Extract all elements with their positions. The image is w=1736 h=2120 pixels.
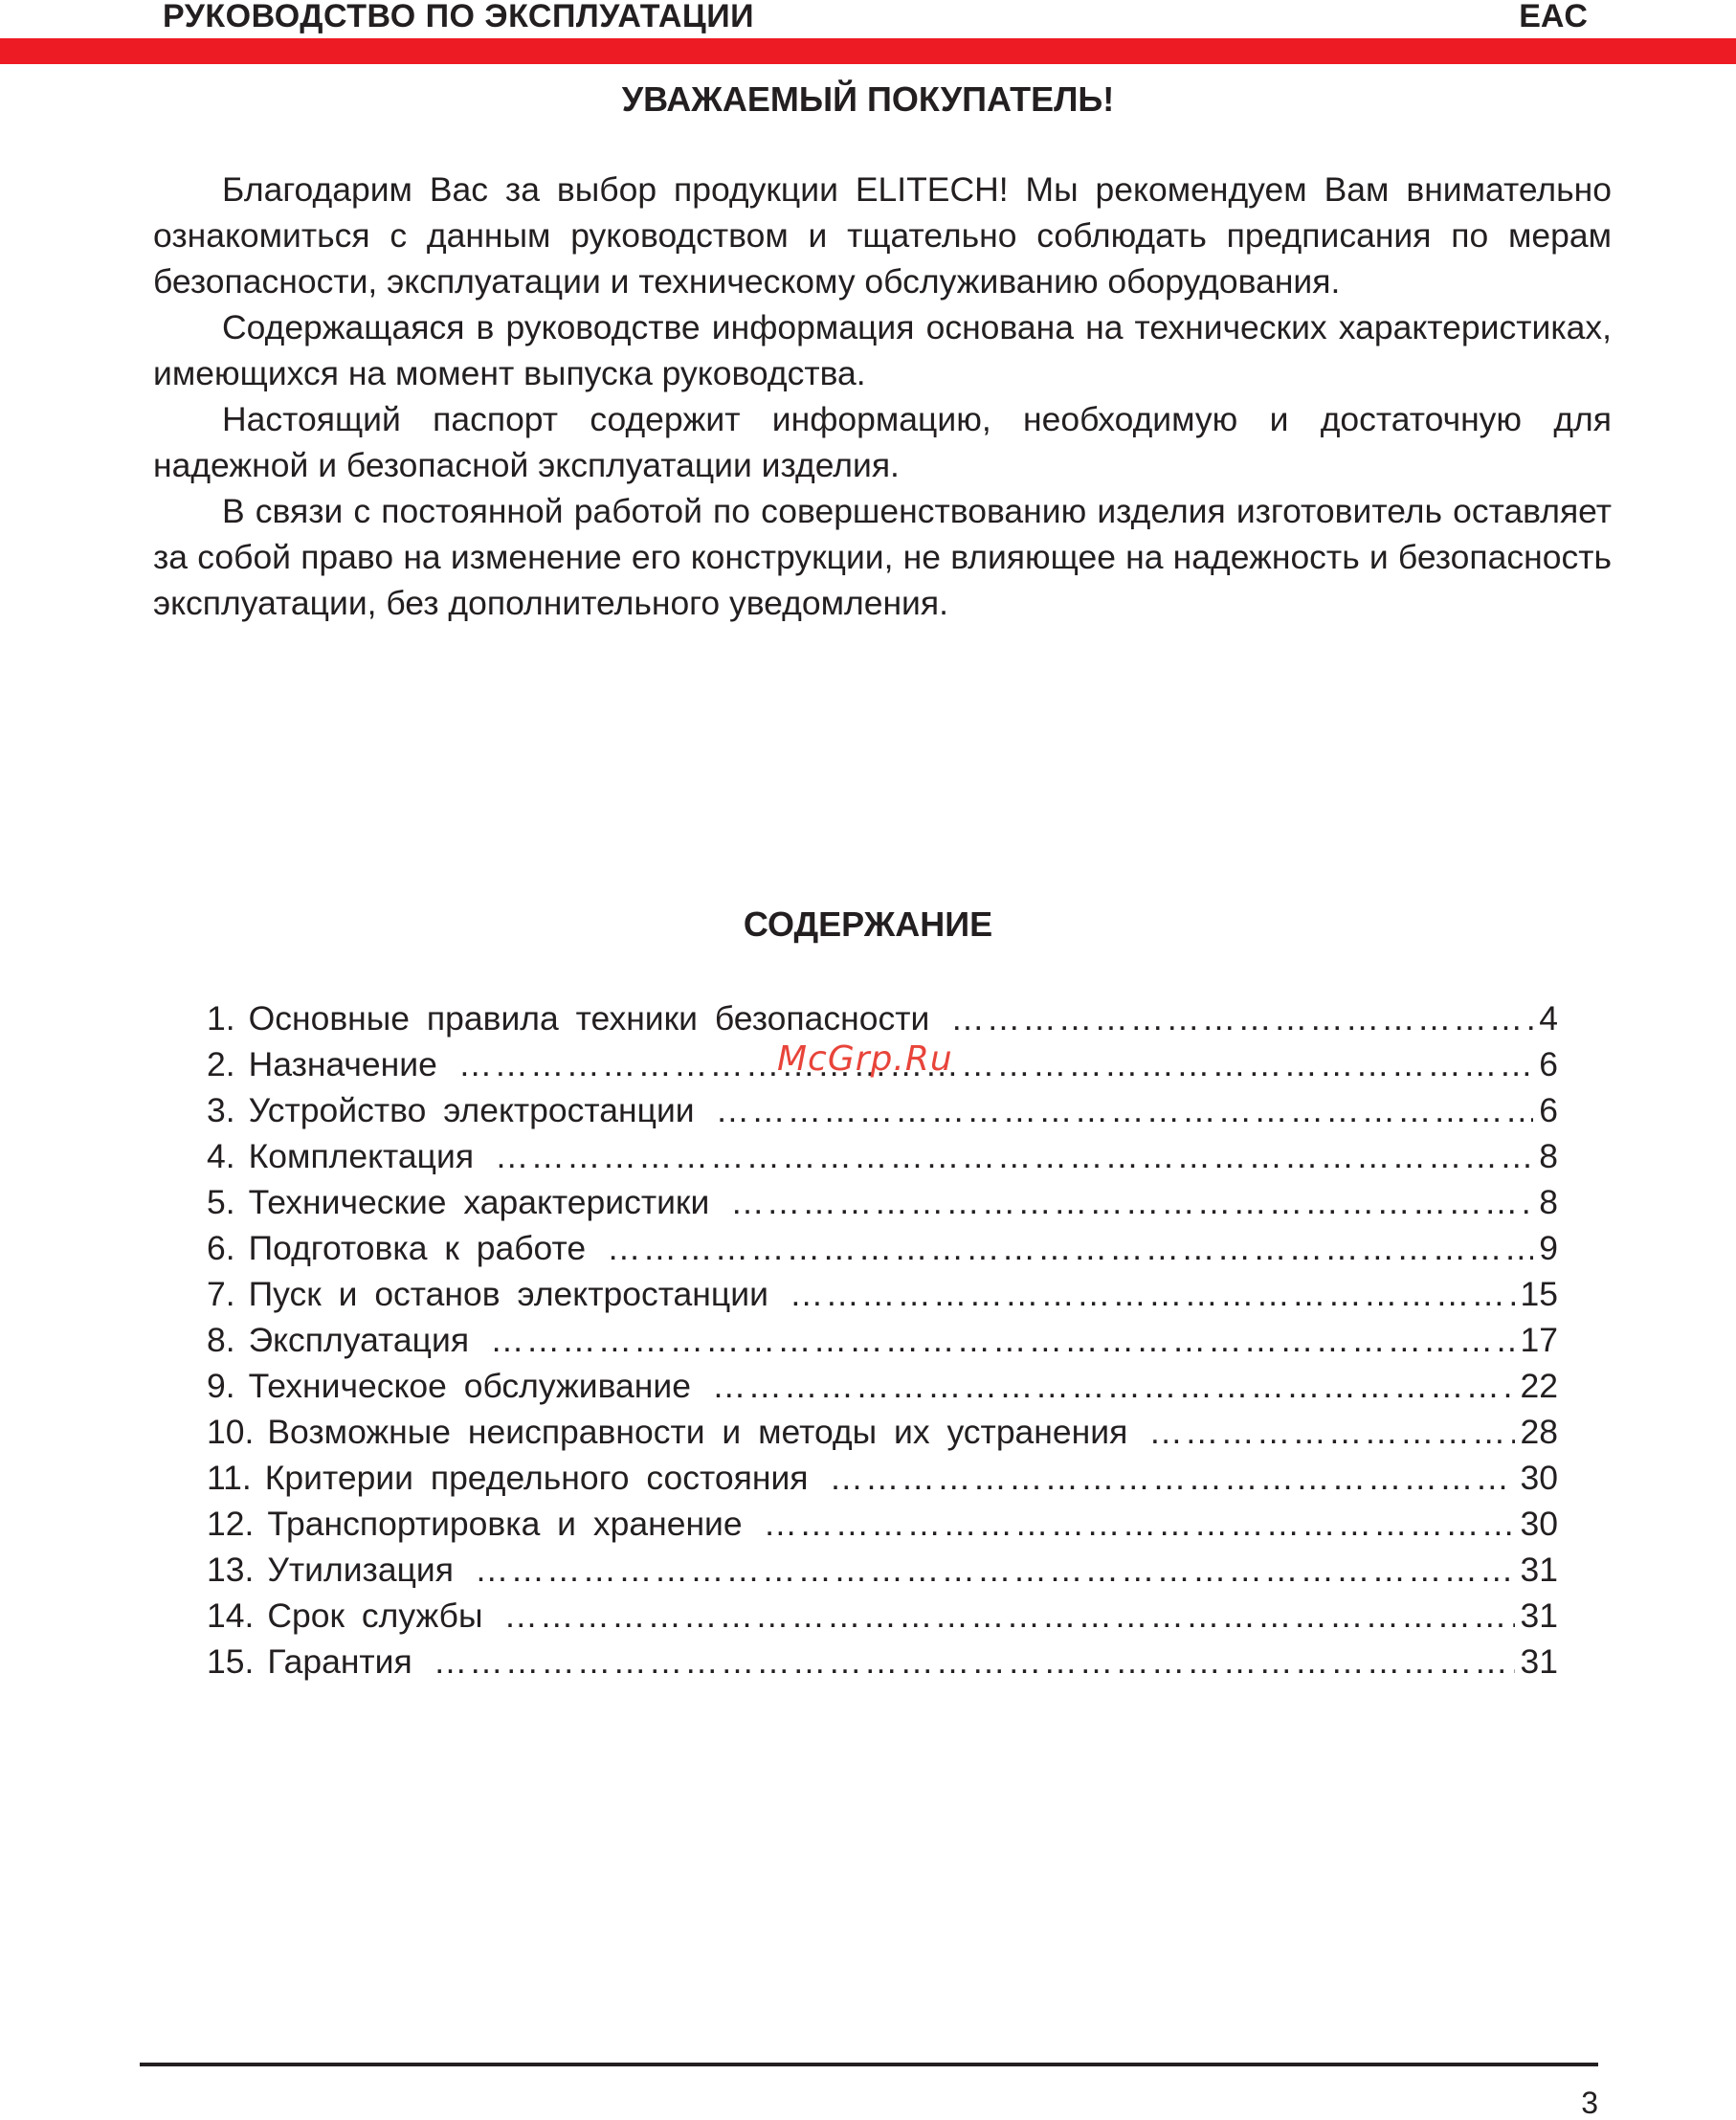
toc-item-page: 31 <box>1520 1642 1558 1681</box>
toc-leader-dots <box>712 1363 1515 1409</box>
toc-item-number: 5. <box>207 1183 235 1221</box>
toc-item-number: 12. <box>207 1505 255 1543</box>
toc-item[interactable] <box>207 1363 1558 1409</box>
toc-item-page: 4 <box>1539 999 1558 1038</box>
toc-item[interactable] <box>207 1087 1558 1133</box>
toc-item-page: 31 <box>1520 1551 1558 1589</box>
toc-leader-dots <box>716 1087 1534 1133</box>
toc-item-title: Критерии предельного состояния <box>264 1459 809 1497</box>
table-of-contents <box>207 995 1558 1685</box>
toc-item-title: Транспортировка и хранение <box>267 1505 743 1543</box>
toc-item[interactable] <box>207 1225 1558 1271</box>
toc-item[interactable] <box>207 1409 1558 1455</box>
toc-item-number: 14. <box>207 1596 255 1635</box>
toc-item-page: 22 <box>1520 1367 1558 1405</box>
toc-leader-dots <box>1148 1409 1514 1455</box>
footer-divider <box>140 2063 1598 2066</box>
toc-item-page: 6 <box>1539 1045 1558 1083</box>
toc-item-number: 15. <box>207 1642 255 1681</box>
toc-item[interactable] <box>207 1501 1558 1547</box>
intro-paragraph: В связи с постоянной работой по совершенствованию изделия изготовитель оставляет за собой право на изменение его конструкции, не влияющее на надежность и безопасность эксплуатации, без дополнительного уведомления. <box>153 492 1612 622</box>
toc-item-number: 3. <box>207 1091 235 1129</box>
toc-item-number: 8. <box>207 1321 235 1359</box>
toc-leader-dots <box>730 1179 1533 1225</box>
toc-item-title: Возможные неисправности и методы их устранения <box>267 1413 1128 1451</box>
toc-leader-dots <box>495 1133 1533 1179</box>
header-red-bar <box>0 38 1736 64</box>
contents-title: СОДЕРЖАНИЕ <box>743 904 993 944</box>
intro-paragraph: Настоящий паспорт содержит информацию, необходимую и достаточную для надежной и безопасной эксплуатации изделия. <box>153 400 1612 484</box>
toc-item-page: 15 <box>1520 1275 1558 1313</box>
toc-item-title: Срок службы <box>267 1596 483 1635</box>
toc-item-title: Пуск и останов электростанции <box>248 1275 768 1313</box>
toc-item-number: 11. <box>207 1459 252 1497</box>
toc-item-page: 8 <box>1539 1137 1558 1175</box>
toc-item[interactable] <box>207 1271 1558 1317</box>
toc-item[interactable] <box>207 1547 1558 1593</box>
toc-item-title: Назначение <box>248 1045 437 1083</box>
toc-item-number: 6. <box>207 1229 235 1267</box>
toc-leader-dots <box>790 1271 1515 1317</box>
watermark-text: McGrp.Ru <box>777 1039 953 1079</box>
toc-item-number: 9. <box>207 1367 235 1405</box>
toc-item[interactable] <box>207 1179 1558 1225</box>
toc-item-page: 30 <box>1520 1505 1558 1543</box>
toc-item-page: 6 <box>1539 1091 1558 1129</box>
page-number: 3 <box>1581 2086 1598 2120</box>
toc-item-title: Устройство электростанции <box>248 1091 695 1129</box>
greeting-title: УВАЖАЕМЫЙ ПОКУПАТЕЛЬ! <box>621 79 1115 119</box>
toc-leader-dots <box>950 995 1533 1041</box>
toc-item-page: 8 <box>1539 1183 1558 1221</box>
toc-leader-dots <box>434 1639 1515 1685</box>
toc-item-title: Подготовка к работе <box>248 1229 587 1267</box>
toc-item-number: 7. <box>207 1275 235 1313</box>
toc-leader-dots <box>607 1225 1533 1271</box>
toc-item-page: 28 <box>1520 1413 1558 1451</box>
toc-item-page: 9 <box>1539 1229 1558 1267</box>
document-header-title: РУКОВОДСТВО ПО ЭКСПЛУАТАЦИИ <box>163 0 755 34</box>
toc-leader-dots <box>504 1593 1515 1639</box>
toc-item-number: 10. <box>207 1413 255 1451</box>
toc-item[interactable] <box>207 1455 1558 1501</box>
toc-item-title: Эксплуатация <box>248 1321 470 1359</box>
toc-item[interactable] <box>207 1317 1558 1363</box>
toc-item-number: 4. <box>207 1137 235 1175</box>
eac-certification-mark: EAC <box>1519 0 1588 34</box>
toc-item-page: 31 <box>1520 1596 1558 1635</box>
toc-item[interactable] <box>207 1639 1558 1685</box>
toc-leader-dots <box>490 1317 1514 1363</box>
toc-leader-dots <box>458 1041 1533 1087</box>
toc-item-title: Гарантия <box>267 1642 412 1681</box>
toc-item[interactable] <box>207 1593 1558 1639</box>
toc-item-title: Комплектация <box>248 1137 475 1175</box>
toc-leader-dots <box>764 1501 1515 1547</box>
toc-item-page: 30 <box>1520 1459 1558 1497</box>
toc-item-number: 13. <box>207 1551 255 1589</box>
toc-item-title: Утилизация <box>267 1551 454 1589</box>
toc-item-page: 17 <box>1520 1321 1558 1359</box>
toc-leader-dots <box>830 1455 1515 1501</box>
toc-item-title: Техническое обслуживание <box>248 1367 691 1405</box>
toc-item-number: 1. <box>207 999 235 1038</box>
intro-paragraph: Благодарим Вас за выбор продукции ELITECH! Мы рекомендуем Вам внимательно ознакомиться с данным руководством и тщательно соблюдать предписания по мерам безопасности, эксплуатации и техническому обслуживанию оборудования. <box>153 170 1612 301</box>
toc-leader-dots <box>475 1547 1515 1593</box>
toc-item[interactable] <box>207 1133 1558 1179</box>
toc-item[interactable] <box>207 995 1558 1041</box>
toc-item-title: Основные правила техники безопасности <box>248 999 930 1038</box>
intro-text <box>153 167 1612 626</box>
toc-item-number: 2. <box>207 1045 235 1083</box>
intro-paragraph: Содержащаяся в руководстве информация основана на технических характеристиках, имеющихся на момент выпуска руководства. <box>153 308 1612 392</box>
toc-item-title: Технические характеристики <box>248 1183 710 1221</box>
